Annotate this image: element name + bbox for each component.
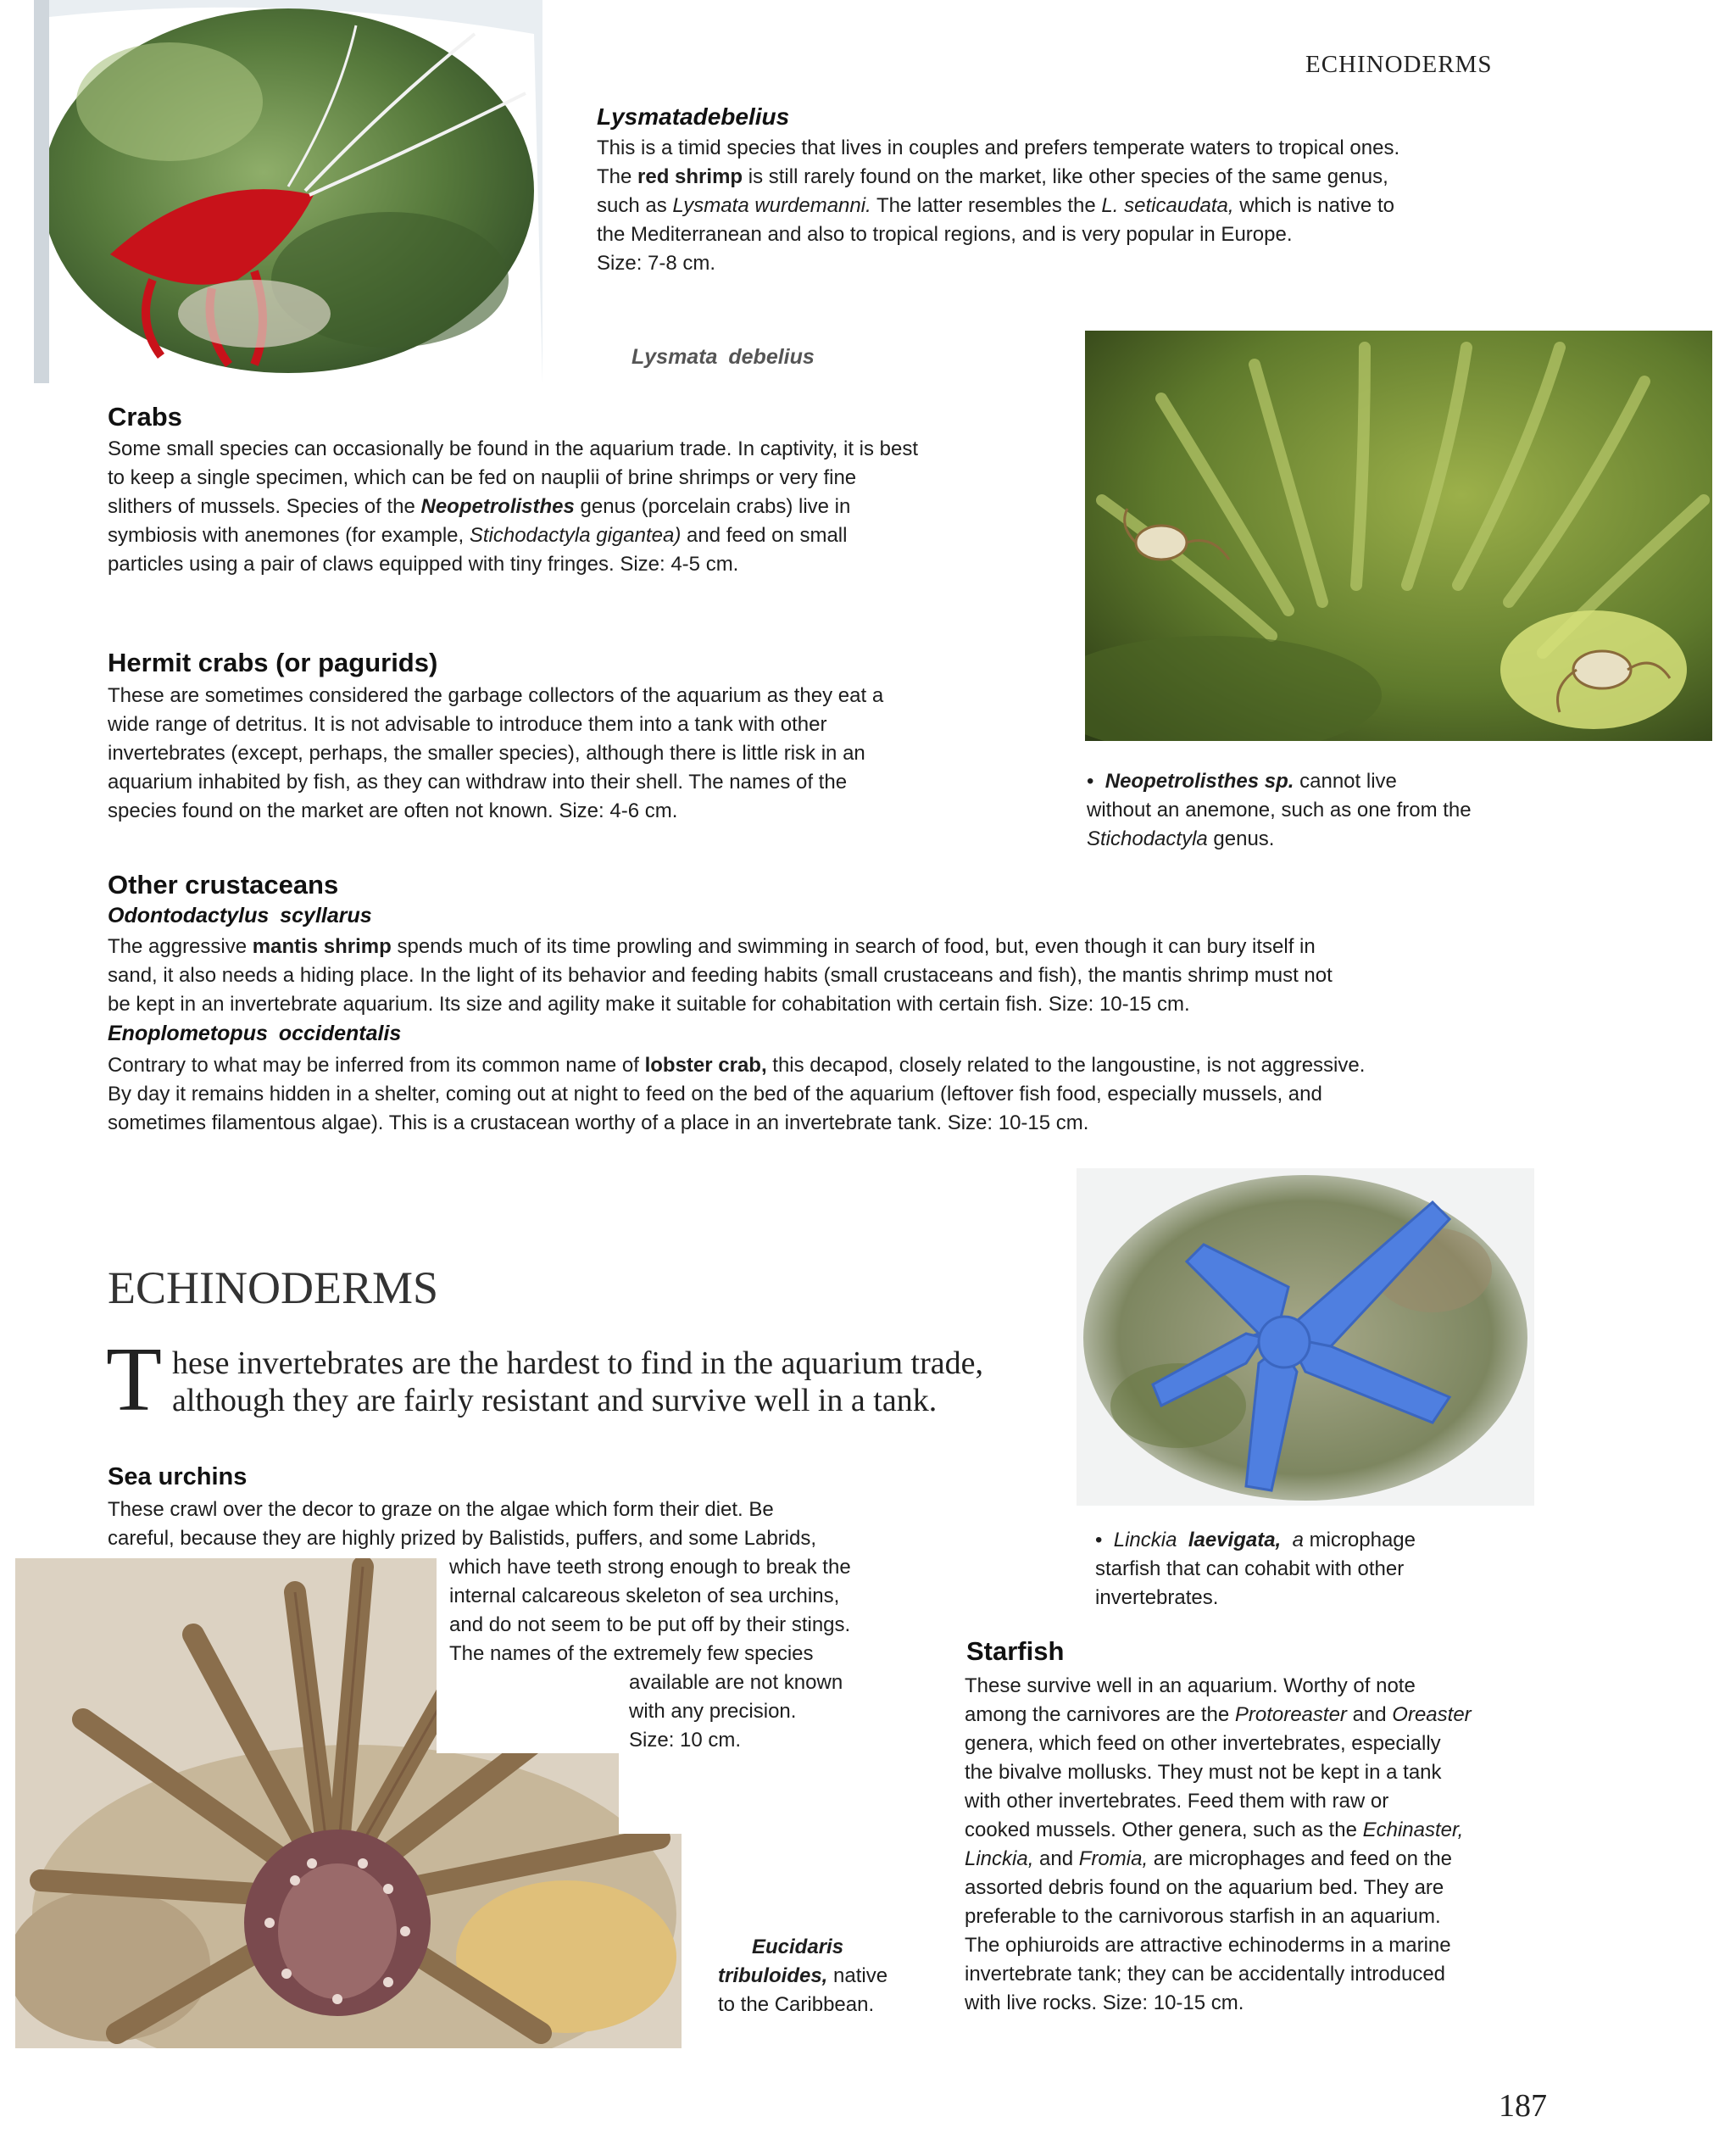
lysmata-line-3 xyxy=(597,192,1546,220)
text-run: this decapod, closely related to the langoustine, is not aggressive. xyxy=(766,1054,1366,1077)
lobster-line-1 xyxy=(108,1051,1718,1080)
hermit-line-2: wide range of detritus. It is not advisable to introduce them into a tank with other xyxy=(108,713,827,736)
caption-line-3 xyxy=(1087,825,1697,854)
echinoderms-heading: ECHINODERMS xyxy=(108,1262,439,1313)
page-number: 187 xyxy=(1499,2088,1547,2124)
odontodactylus-subheading: Odontodactylus scyllarus xyxy=(108,904,372,927)
hermit-crabs-heading: Hermit crabs (or pagurids) xyxy=(108,648,438,677)
urchins-line-8: with any precision. xyxy=(629,1700,797,1723)
intro-line-1: hese invertebrates are the hardest to find in the aquarium trade, xyxy=(172,1345,983,1381)
urchins-line-2: careful, because they are highly prized by Balistids, puffers, and some Labrids, xyxy=(108,1527,817,1550)
species-name: laevigata, xyxy=(1188,1529,1282,1551)
starfish-line-9: preferable to the carnivorous starfish in an aquarium. xyxy=(965,1905,1441,1928)
blue-starfish-photo xyxy=(1077,1168,1534,1506)
text-run: The aggressive xyxy=(108,935,253,958)
crabs-line-1: Some small species can occasionally be found in the aquarium trade. In captivity, it is best xyxy=(108,437,919,460)
starfish-line-4: the bivalve mollusks. They must not be kept in a tank xyxy=(965,1761,1442,1784)
text-run: is still rarely found on the market, like other species of the same genus, xyxy=(743,165,1388,188)
mantis-line-3: be kept in an invertebrate aquarium. Its size and agility make it suitable for cohabitation with certain fish. Size: 10-15 cm. xyxy=(108,993,1190,1016)
genus-name: Fromia, xyxy=(1078,1847,1149,1870)
text-run: microphage xyxy=(1303,1529,1416,1551)
crabs-heading: Crabs xyxy=(108,402,182,432)
sea-urchins-body-mid xyxy=(449,1553,924,1668)
eucidaris-caption xyxy=(718,1933,938,2019)
text-run: The xyxy=(597,165,638,188)
bullet: • xyxy=(1095,1529,1103,1551)
lobster-line-3: sometimes filamentous algae). This is a crustacean worthy of a place in an invertebrate tank. Size: 10-15 cm. xyxy=(108,1111,1089,1134)
crabs-line-2: to keep a single specimen, which can be fed on nauplii of brine shrimps or very fine xyxy=(108,466,857,489)
crabs-body xyxy=(108,435,1074,579)
text-run: and xyxy=(1033,1847,1079,1870)
mantis-line-1 xyxy=(108,933,1701,961)
text-wrap-mask xyxy=(619,1753,928,1834)
text-run: symbiosis with anemones (for example, xyxy=(108,524,470,547)
text-run: genus (porcelain crabs) live in xyxy=(574,495,851,518)
urchins-line-9: Size: 10 cm. xyxy=(629,1729,742,1752)
mantis-shrimp-term: mantis shrimp xyxy=(252,935,392,958)
starfish-body xyxy=(965,1672,1558,2018)
species-name: Lysmata wurdemanni. xyxy=(672,194,871,217)
drop-cap: T xyxy=(106,1329,162,1430)
caption-line-1 xyxy=(1087,767,1697,796)
intro-line-2: although they are fairly resistant and survive well in a tank. xyxy=(172,1383,938,1418)
urchins-line-5: and do not seem to be put off by their stings. xyxy=(449,1613,851,1636)
hermit-crabs-body xyxy=(108,682,1074,826)
starfish-line-5: with other invertebrates. Feed them with raw or xyxy=(965,1790,1389,1813)
sea-urchins-heading: Sea urchins xyxy=(108,1463,248,1490)
species-name: tribuloides, xyxy=(718,1964,828,1987)
urchins-line-1: These crawl over the decor to graze on the algae which form their diet. Be xyxy=(108,1498,774,1521)
running-header: ECHINODERMS xyxy=(1305,51,1493,78)
genus-name: Protoreaster xyxy=(1234,1703,1347,1726)
text-run: a xyxy=(1292,1529,1304,1551)
caption-line-2: starfish that can cohabit with other xyxy=(1095,1557,1405,1580)
neopetrolisthes-caption xyxy=(1087,767,1697,854)
caption-line-3: invertebrates. xyxy=(1095,1586,1219,1609)
urchins-line-3: which have teeth strong enough to break the xyxy=(449,1556,851,1579)
porcelain-crab-photo xyxy=(1085,331,1712,741)
species-name: Neopetrolisthes sp. xyxy=(1104,770,1294,793)
lysmata-line-4: the Mediterranean and also to tropical regions, and is very popular in Europe. xyxy=(597,223,1293,246)
hermit-line-3: invertebrates (except, perhaps, the smaller species), although there is little risk in an xyxy=(108,742,865,765)
text-run: Contrary to what may be inferred from its common name of xyxy=(108,1054,645,1077)
text-run: among the carnivores are the xyxy=(965,1703,1235,1726)
echinoderms-intro xyxy=(172,1345,983,1419)
hermit-line-5: species found on the market are often not known. Size: 4-6 cm. xyxy=(108,799,678,822)
crabs-line-4 xyxy=(108,521,1074,550)
crabs-line-5: particles using a pair of claws equipped with tiny fringes. Size: 4-5 cm. xyxy=(108,553,739,576)
text-run: slithers of mussels. Species of the xyxy=(108,495,421,518)
species-name: Stichodactyla gigantea) xyxy=(469,524,682,547)
caption-line-1 xyxy=(718,1933,938,1962)
text-run: cooked mussels. Other genera, such as the xyxy=(965,1819,1363,1841)
lysmata-line-2 xyxy=(597,163,1546,192)
text-run: genus. xyxy=(1207,827,1275,850)
starfish-line-6 xyxy=(965,1816,1558,1845)
text-run: and feed on small xyxy=(681,524,848,547)
caption-line-2: without an anemone, such as one from the xyxy=(1087,799,1472,822)
caption-line-3: to the Caribbean. xyxy=(718,1993,875,2016)
text-run: native xyxy=(827,1964,888,1987)
starfish-line-2 xyxy=(965,1701,1558,1729)
starfish-line-12: with live rocks. Size: 10-15 cm. xyxy=(965,1991,1244,2014)
lobster-line-2: By day it remains hidden in a shelter, coming out at night to feed on the bed of the aquarium (leftover fish food, especially mussels, and xyxy=(108,1083,1322,1106)
caption-line-1 xyxy=(1095,1526,1570,1555)
sea-urchins-body-top xyxy=(108,1496,955,1553)
text-run: The latter resembles the xyxy=(871,194,1102,217)
hermit-line-4: aquarium inhabited by fish, as they can withdraw into their shell. The names of the xyxy=(108,771,848,794)
red-shrimp-photo xyxy=(34,0,542,383)
species-name: Eucidaris xyxy=(752,1936,844,1958)
text-run: and xyxy=(1346,1703,1393,1726)
lobster-crab-term: lobster crab, xyxy=(644,1054,767,1077)
starfish-line-7 xyxy=(965,1845,1558,1874)
starfish-line-8: assorted debris found on the aquarium bed. They are xyxy=(965,1876,1444,1899)
starfish-line-1: These survive well in an aquarium. Worthy of note xyxy=(965,1674,1416,1697)
caption-line-2 xyxy=(718,1962,938,1991)
lysmata-title: Lysmatadebelius xyxy=(597,103,790,130)
urchins-line-7: available are not known xyxy=(629,1671,843,1694)
text-run: cannot live xyxy=(1294,770,1397,793)
crabs-line-3 xyxy=(108,493,1074,521)
lysmata-line-1: This is a timid species that lives in couples and prefers temperate waters to tropical ones. xyxy=(597,136,1400,159)
text-run: such as xyxy=(597,194,673,217)
genus-name: Linckia, xyxy=(965,1847,1034,1870)
lysmata-caption: Lysmata debelius xyxy=(632,345,815,369)
urchins-line-6: The names of the extremely few species xyxy=(449,1642,814,1665)
mantis-line-2: sand, it also needs a hiding place. In the light of its behavior and feeding habits (small crustaceans and fish), the mantis shrimp must not xyxy=(108,964,1333,987)
mantis-shrimp-body xyxy=(108,933,1701,1019)
sea-urchins-body-bottom xyxy=(629,1668,926,1755)
enoplometopus-subheading: Enoplometopus occidentalis xyxy=(108,1022,402,1045)
red-shrimp-term: red shrimp xyxy=(637,165,743,188)
lysmata-size: Size: 7-8 cm. xyxy=(597,252,716,275)
text-run: spends much of its time prowling and swimming in search of food, but, even though it can bury itself in xyxy=(391,935,1316,958)
urchins-line-4: internal calcareous skeleton of sea urchins, xyxy=(449,1585,840,1607)
genus-name: Linckia xyxy=(1113,1529,1177,1551)
bullet: • xyxy=(1087,770,1094,793)
genus-name: Neopetrolisthes xyxy=(420,495,575,518)
starfish-line-10: The ophiuroids are attractive echinoderms in a marine xyxy=(965,1934,1451,1957)
starfish-line-3: genera, which feed on other invertebrates, especially xyxy=(965,1732,1441,1755)
genus-name: Stichodactyla xyxy=(1087,827,1208,850)
other-crustaceans-heading: Other crustaceans xyxy=(108,870,339,900)
lysmata-body xyxy=(597,134,1546,278)
text-run: are microphages and feed on the xyxy=(1148,1847,1453,1870)
genus-name: Oreaster xyxy=(1392,1703,1472,1726)
text-run: which is native to xyxy=(1233,194,1394,217)
starfish-heading: Starfish xyxy=(966,1636,1065,1666)
starfish-line-11: invertebrate tank; they can be accidentally introduced xyxy=(965,1963,1446,1986)
genus-name: Echinaster, xyxy=(1362,1819,1464,1841)
species-name: L. seticaudata, xyxy=(1101,194,1234,217)
lobster-crab-body xyxy=(108,1051,1718,1138)
hermit-line-1: These are sometimes considered the garbage collectors of the aquarium as they eat a xyxy=(108,684,884,707)
linckia-caption xyxy=(1095,1526,1570,1612)
